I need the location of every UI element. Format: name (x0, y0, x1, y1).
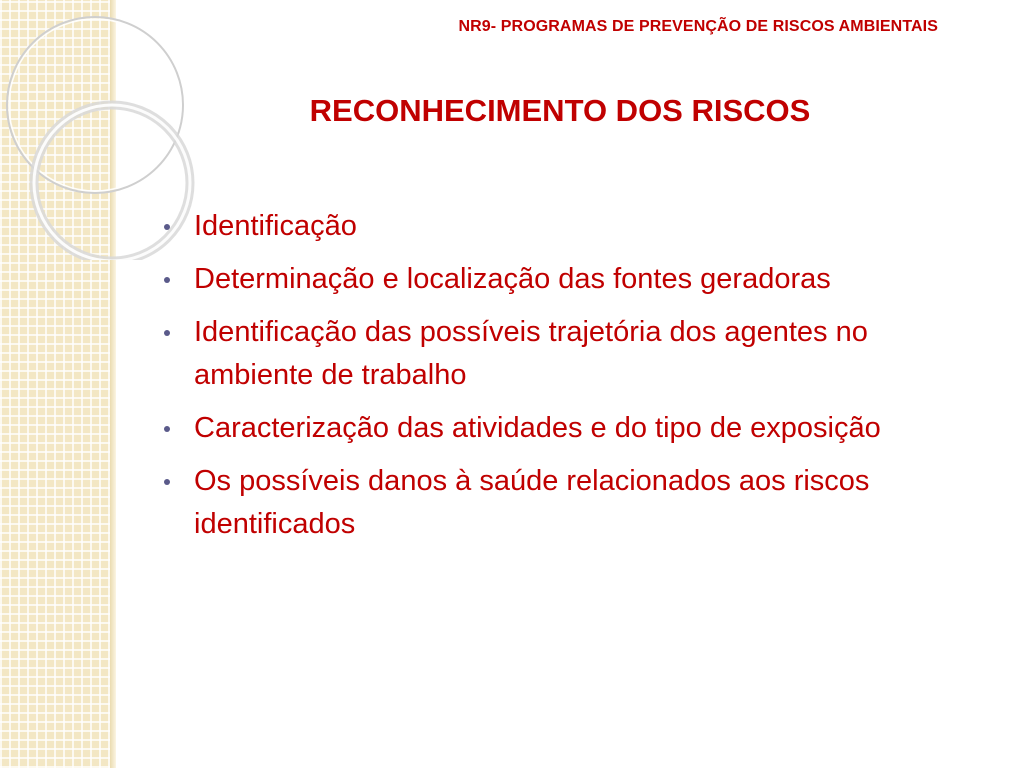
bullet-dot-icon (164, 277, 170, 283)
bullet-item (162, 460, 942, 546)
bullet-text: Identificação das possíveis trajetória dos agentes no ambiente de trabalho (194, 316, 868, 391)
bullet-item (162, 407, 942, 450)
slide-title: RECONHECIMENTO DOS RISCOS (309, 93, 811, 128)
bullet-dot-icon (164, 426, 170, 432)
bullet-text: Determinação e localização das fontes geradoras (194, 263, 831, 295)
bullet-text: Os possíveis danos à saúde relacionados aos riscos identificados (194, 465, 870, 540)
bullet-dot-icon (164, 224, 170, 230)
side-panel-border (110, 0, 116, 768)
slide-header: NR9- PROGRAMAS DE PREVENÇÃO DE RISCOS AMBIENTAIS (458, 18, 938, 35)
bullet-dot-icon (164, 479, 170, 485)
bullet-text: Identificação (194, 210, 357, 242)
bullet-item (162, 205, 942, 248)
bullet-item (162, 311, 942, 397)
bullet-list (162, 205, 942, 556)
decorative-side-panel (0, 0, 112, 768)
bullet-dot-icon (164, 330, 170, 336)
bullet-text: Caracterização das atividades e do tipo de exposição (194, 412, 881, 444)
bullet-item (162, 258, 942, 301)
